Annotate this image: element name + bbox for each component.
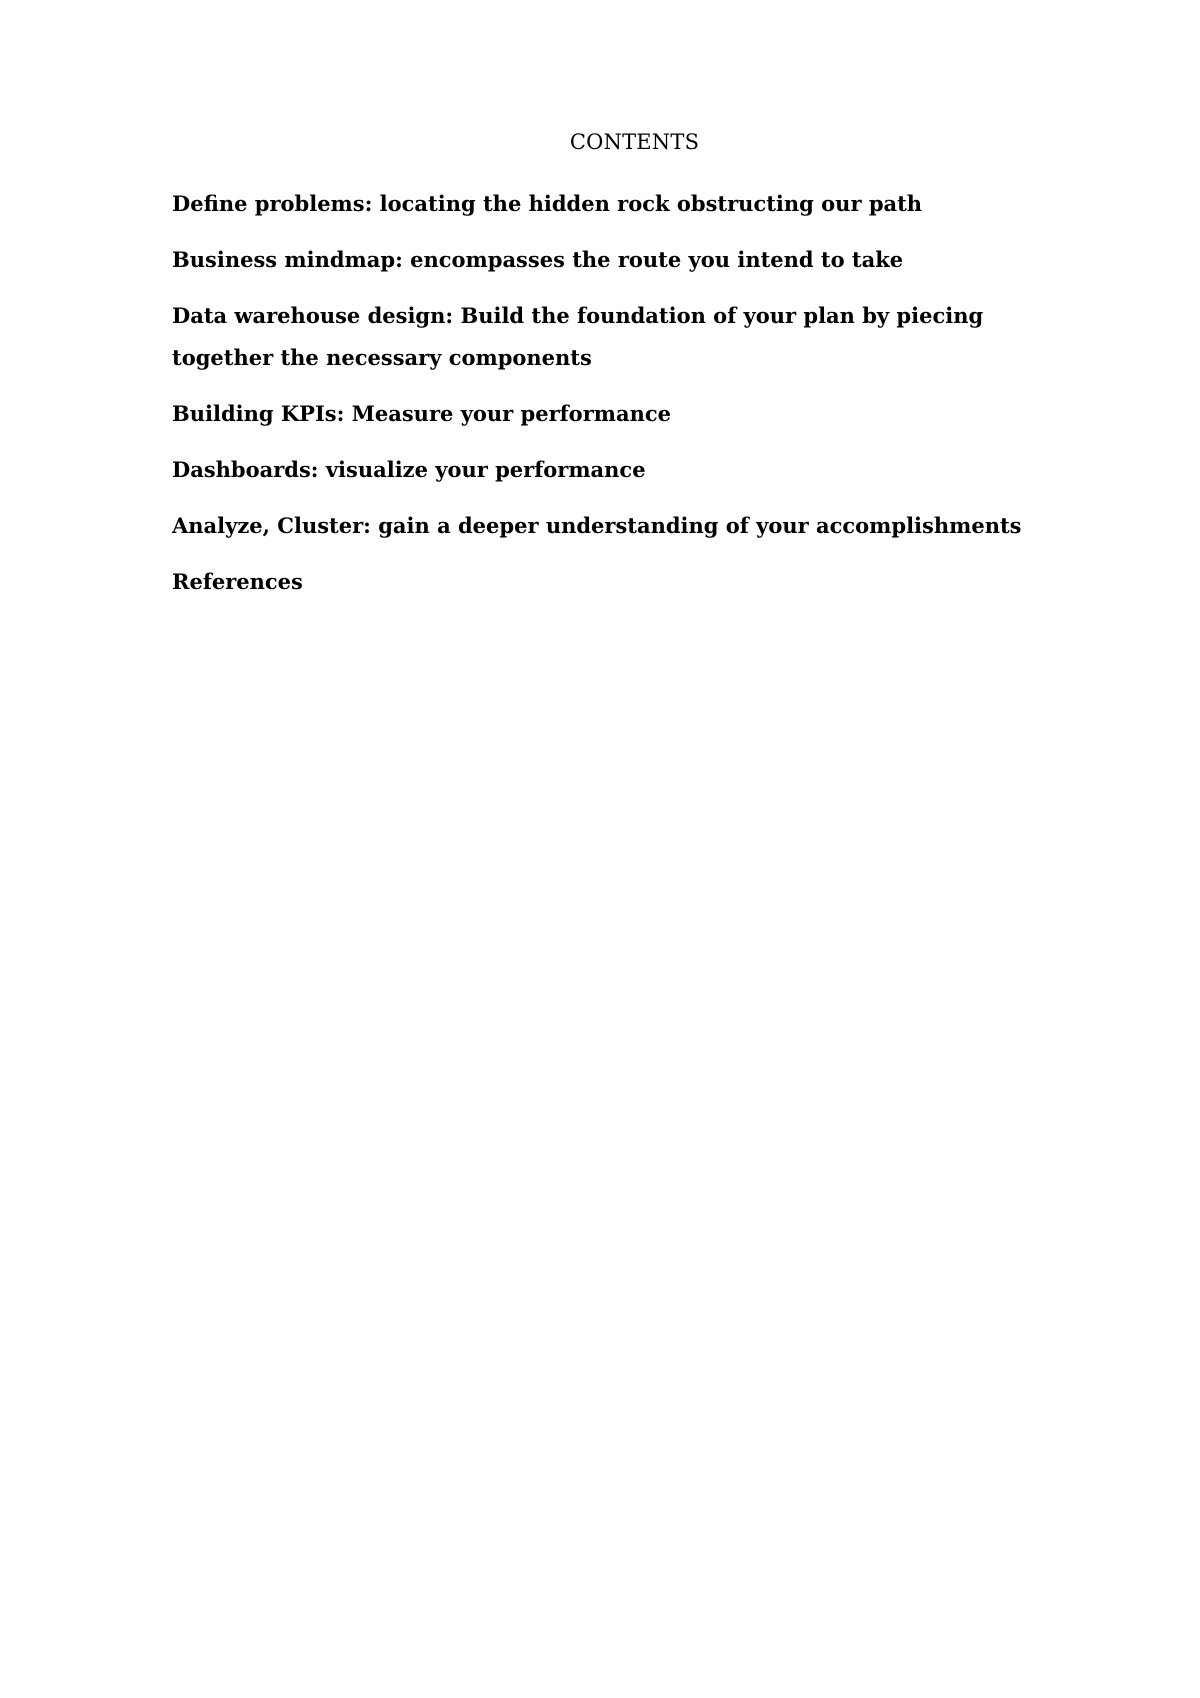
toc-entry-dashboards: Dashboards: visualize your performance [172,457,646,482]
toc-entry-analyze-cluster: Analyze, Cluster: gain a deeper understanding of your accomplishments [172,513,1022,538]
toc-entry-references: References [172,569,303,594]
toc-entry-data-warehouse-design: Data warehouse design: Build the foundation of your plan by piecing together the necessary components [172,303,984,370]
contents-heading: CONTENTS [569,130,700,154]
toc-entry-business-mindmap: Business mindmap: encompasses the route you intend to take [172,247,904,272]
table-of-contents [172,183,1030,617]
toc-entry-building-kpis: Building KPIs: Measure your performance [172,401,671,426]
toc-entry-define-problems: Define problems: locating the hidden rock obstructing our path [172,191,923,216]
